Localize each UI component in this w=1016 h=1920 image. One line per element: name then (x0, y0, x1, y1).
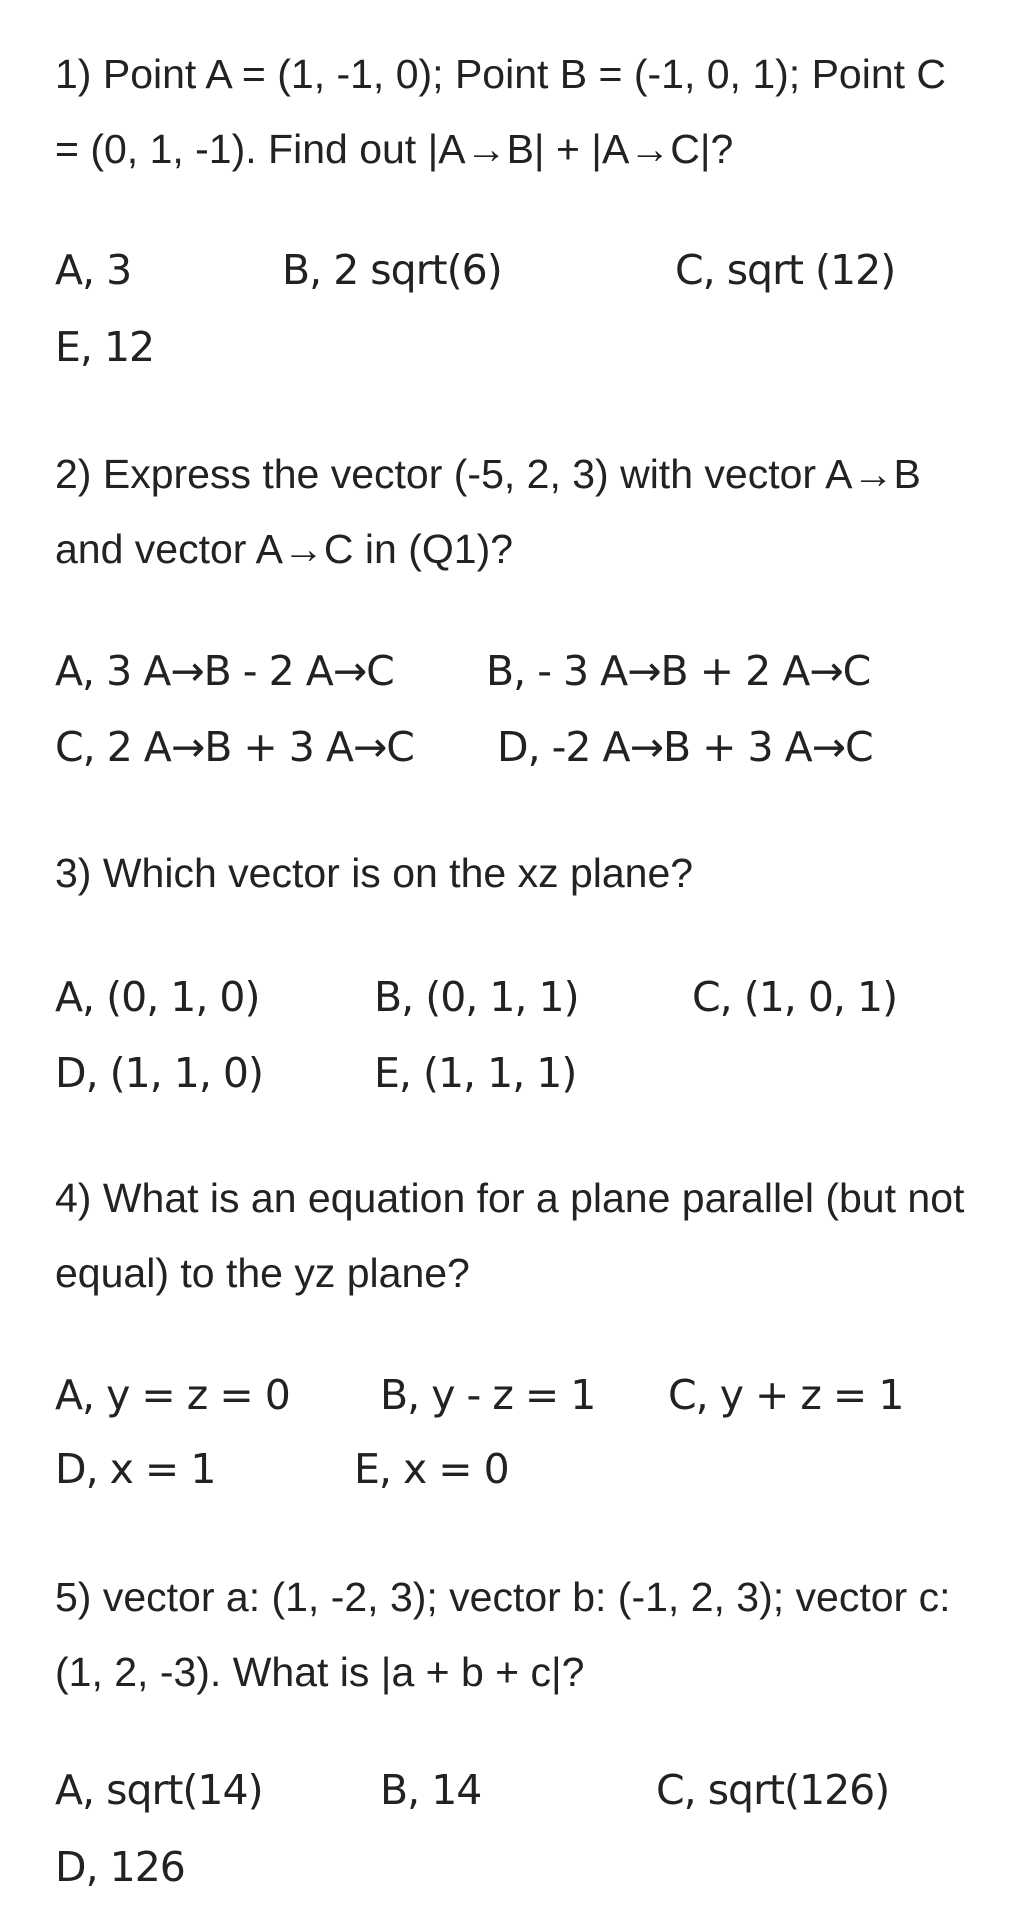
q3-option-d[interactable]: D, (1, 1, 0) (55, 1049, 264, 1097)
q4-option-c[interactable]: C, y + z = 1 (668, 1371, 904, 1419)
q4-option-e[interactable]: E, x = 0 (354, 1445, 509, 1493)
question-1-text: 1) Point A = (1, -1, 0); Point B = (-1, 0, 1); Point C = (0, 1, -1). Find out |A→B| + |A→C|? (55, 51, 947, 172)
q2-option-a[interactable]: A, 3 A→B - 2 A→C (55, 647, 394, 695)
q4-option-b[interactable]: B, y - z = 1 (380, 1371, 596, 1419)
q1-option-a[interactable]: A, 3 (55, 246, 132, 294)
q5-option-b[interactable]: B, 14 (380, 1766, 482, 1814)
q2-option-b[interactable]: B, - 3 A→B + 2 A→C (486, 647, 871, 695)
q5-option-c[interactable]: C, sqrt(126) (656, 1766, 890, 1814)
question-5-text: 5) vector a: (1, -2, 3); vector b: (-1, 2, 3); vector c: (1, 2, -3). What is |a + b + c|? (55, 1574, 951, 1695)
q1-option-b[interactable]: B, 2 sqrt(6) (282, 246, 502, 294)
q3-option-b[interactable]: B, (0, 1, 1) (374, 973, 579, 1021)
question-3-text: 3) Which vector is on the xz plane? (55, 850, 694, 896)
q1-option-e[interactable]: E, 12 (55, 323, 155, 371)
q4-option-a[interactable]: A, y = z = 0 (55, 1371, 290, 1419)
q3-option-c[interactable]: C, (1, 0, 1) (692, 973, 898, 1021)
q2-option-d[interactable]: D, -2 A→B + 3 A→C (497, 723, 873, 771)
q2-option-c[interactable]: C, 2 A→B + 3 A→C (55, 723, 414, 771)
q5-option-d[interactable]: D, 126 (55, 1843, 185, 1891)
question-2-text: 2) Express the vector (-5, 2, 3) with vector A→B and vector A→C in (Q1)? (55, 451, 921, 572)
q1-option-c[interactable]: C, sqrt (12) (675, 246, 896, 294)
q3-option-e[interactable]: E, (1, 1, 1) (374, 1049, 577, 1097)
q5-option-a[interactable]: A, sqrt(14) (55, 1766, 263, 1814)
q4-option-d[interactable]: D, x = 1 (55, 1445, 216, 1493)
q3-option-a[interactable]: A, (0, 1, 0) (55, 973, 260, 1021)
question-4-text: 4) What is an equation for a plane parallel (but not equal) to the yz plane? (55, 1175, 965, 1296)
